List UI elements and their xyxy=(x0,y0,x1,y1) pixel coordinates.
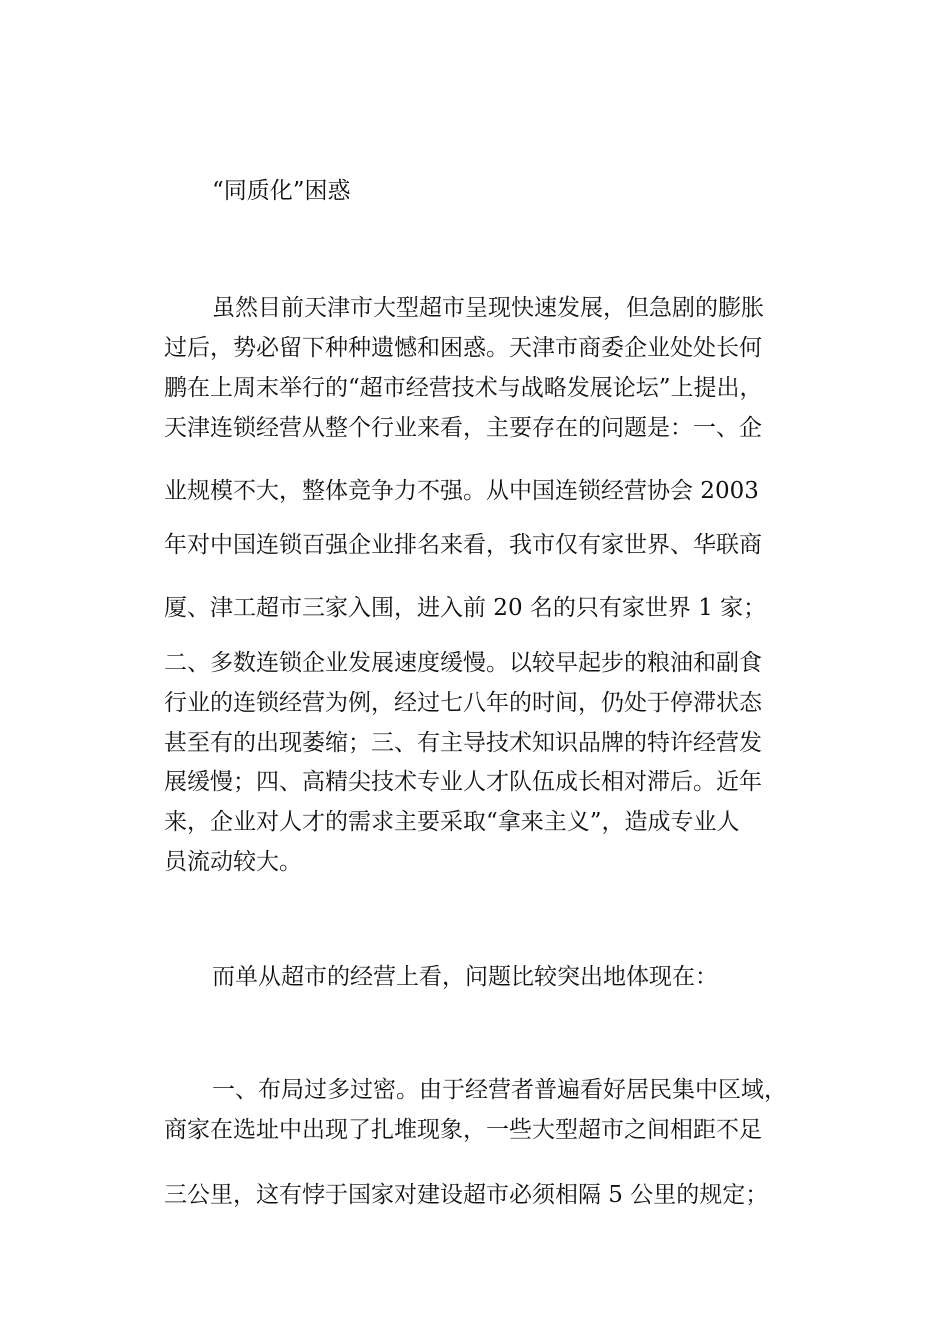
paragraph-line: 虽然目前天津市大型超市呈现快速发展，但急剧的膨胀 xyxy=(212,295,764,321)
paragraph-line: 二、多数连锁企业发展速度缓慢。以较早起步的粮油和副食 xyxy=(164,650,762,676)
paragraph-intro: 而单从超市的经营上看，问题比较突出地体现在： xyxy=(212,964,718,990)
paragraph-line: 年对中国连锁百强企业排名来看，我市仅有家世界、华联商 xyxy=(164,532,762,558)
paragraph-line: 天津连锁经营从整个行业来看，主要存在的问题是：一、企 xyxy=(164,415,762,441)
paragraph-line: 员流动较大。 xyxy=(164,849,302,875)
paragraph-line: 展缓慢；四、高精尖技术专业人才队伍成长相对滞后。近年 xyxy=(164,769,762,795)
paragraph-line: 来，企业对人才的需求主要采取“拿来主义”，造成专业人 xyxy=(164,809,740,835)
paragraph-line: 鹏在上周末举行的“超市经营技术与战略发展论坛”上提出， xyxy=(164,375,763,401)
paragraph-line: 厦、津工超市三家入围，进入前 20 名的只有家世界 1 家； xyxy=(164,595,767,621)
paragraph-line: 业规模不大，整体竞争力不强。从中国连锁经营协会 2003 xyxy=(164,478,759,504)
paragraph-line: 过后，势必留下种种遗憾和困惑。天津市商委企业处处长何 xyxy=(164,335,762,361)
section-heading: “同质化”困惑 xyxy=(212,178,351,204)
paragraph-line: 商家在选址中出现了扎堆现象，一些大型超市之间相距不足 xyxy=(164,1117,762,1143)
paragraph-line: 甚至有的出现萎缩；三、有主导技术知识品牌的特许经营发 xyxy=(164,730,762,756)
paragraph-line: 三公里，这有悖于国家对建设超市必须相隔 5 公里的规定； xyxy=(164,1182,769,1208)
paragraph-line: 行业的连锁经营为例，经过七八年的时间，仍处于停滞状态 xyxy=(164,690,762,716)
paragraph-line: 一、布局过多过密。由于经营者普遍看好居民集中区域， xyxy=(212,1077,787,1103)
